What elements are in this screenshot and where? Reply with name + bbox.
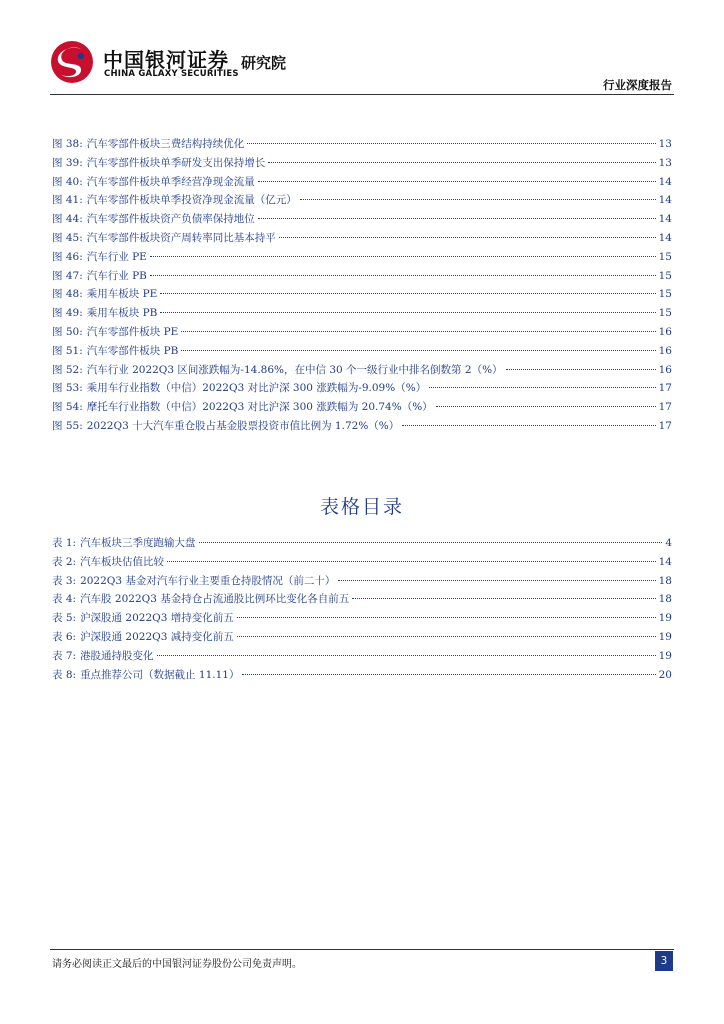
table-toc-entry[interactable] [52,667,672,686]
toc-entry-page: 16 [658,363,672,376]
toc-entry-page: 19 [658,649,672,662]
toc-entry-page: 20 [658,668,672,681]
toc-entry-page: 14 [658,555,672,568]
figure-toc-entry[interactable] [52,249,672,268]
toc-entry-page: 17 [658,382,672,395]
toc-entry-label: 图 55: [52,419,83,432]
toc-leader-dots [258,218,656,219]
figure-toc-entry[interactable] [52,174,672,193]
toc-entry-page: 14 [658,175,672,188]
toc-entry-title: 汽车零部件板块资产周转率同比基本持平 [86,231,276,244]
toc-leader-dots [352,598,655,599]
figure-toc-entry[interactable] [52,192,672,211]
toc-entry-label: 图 51: [52,344,83,357]
toc-leader-dots [268,162,655,163]
toc-entry-label: 表 5: [52,612,77,625]
toc-entry-title: 汽车板块三季度跑输大盘 [80,537,196,549]
page-header [0,0,724,100]
toc-entry-title: 汽车零部件板块资产负债率保持地位 [86,213,255,226]
table-toc-entry[interactable] [52,610,672,629]
table-toc-title: 表格目录 [319,496,404,518]
table-toc-entry[interactable] [52,554,672,573]
toc-entry-title: 沪深股通 2022Q3 减持变化前五 [80,630,234,643]
toc-entry-label: 表 6: [52,630,77,643]
table-toc-entry[interactable] [52,591,672,610]
company-name-en: CHINA GALAXY SECURITIES [104,69,239,79]
toc-leader-dots [247,143,655,144]
toc-entry-title: 重点推荐公司（数据截止 11.11） [80,668,240,681]
footer-divider [50,949,674,950]
report-type: 行业深度报告 [603,78,672,92]
toc-entry-label: 图 50: [52,325,83,338]
toc-entry-page: 15 [658,307,672,320]
toc-entry-label: 图 52: [52,363,83,376]
institute-name: 研究院 [241,54,287,72]
toc-entry-label: 图 54: [52,401,83,414]
toc-entry-label: 表 8: [52,668,77,681]
toc-entry-title: 汽车零部件板块单季研发支出保持增长 [86,156,266,169]
toc-entry-page: 19 [658,612,672,625]
figure-toc-entry[interactable] [52,211,672,230]
toc-entry-page: 19 [658,630,672,643]
toc-entry-title: 乘用车板块 PE [86,288,158,301]
figure-toc-entry[interactable] [52,418,672,437]
toc-entry-title: 乘用车行业指数（中信）2022Q3 对比沪深 300 涨跌幅为-9.09%（%） [86,382,427,395]
toc-entry-title: 汽车板块估值比较 [80,555,165,568]
toc-entry-page: 4 [665,537,672,549]
toc-leader-dots [160,312,655,313]
toc-entry-label: 表 1: [52,537,77,549]
toc-leader-dots [258,181,656,182]
table-toc-entry[interactable] [52,629,672,648]
toc-entry-title: 沪深股通 2022Q3 增持变化前五 [80,612,234,625]
toc-entry-label: 图 46: [52,250,83,263]
toc-entry-label: 表 7: [52,649,77,662]
figure-toc-entry[interactable] [52,286,672,305]
toc-entry-label: 表 2: [52,555,77,568]
table-toc [52,535,672,685]
galaxy-logo-icon [50,40,94,84]
toc-entry-title: 港股通持股变化 [80,649,154,662]
toc-entry-title: 汽车零部件板块三费结构持续优化 [86,138,245,150]
toc-entry-page: 16 [658,344,672,357]
toc-entry-title: 摩托车行业指数（中信）2022Q3 对比沪深 300 涨跌幅为 20.74%（%） [86,401,433,414]
toc-entry-page: 13 [658,156,672,169]
figure-toc-entry[interactable] [52,136,672,155]
toc-entry-page: 14 [658,231,672,244]
toc-entry-page: 16 [658,325,672,338]
figure-toc-entry[interactable] [52,305,672,324]
toc-entry-page: 13 [658,138,672,150]
toc-leader-dots [150,275,656,276]
figure-toc-entry[interactable] [52,399,672,418]
figure-toc-entry[interactable] [52,155,672,174]
toc-leader-dots [167,561,656,562]
toc-leader-dots [436,406,656,407]
toc-entry-label: 图 38: [52,138,83,150]
footer-disclaimer: 请务必阅读正文最后的中国银河证券股份公司免责声明。 [52,959,302,970]
toc-entry-page: 15 [658,288,672,301]
toc-entry-title: 乘用车板块 PB [86,307,158,320]
toc-leader-dots [402,425,655,426]
toc-leader-dots [279,237,656,238]
toc-entry-page: 15 [658,250,672,263]
toc-entry-page: 14 [658,213,672,226]
toc-leader-dots [242,674,655,675]
toc-leader-dots [237,617,656,618]
toc-entry-label: 图 53: [52,382,83,395]
toc-leader-dots [429,387,655,388]
toc-leader-dots [237,636,656,637]
toc-leader-dots [160,293,655,294]
toc-entry-title: 汽车行业 PB [86,269,147,282]
toc-entry-label: 图 40: [52,175,83,188]
figure-toc-entry[interactable] [52,343,672,362]
toc-entry-page: 17 [658,419,672,432]
toc-leader-dots [181,350,655,351]
toc-entry-label: 图 48: [52,288,83,301]
toc-leader-dots [300,199,656,200]
toc-entry-label: 图 45: [52,231,83,244]
toc-leader-dots [199,542,663,543]
toc-entry-title: 汽车行业 2022Q3 区间涨跌幅为-14.86%，在中信 30 个一级行业中排名倒数第 2（%） [86,363,503,376]
page-number: 3 [655,951,673,971]
figure-toc [52,136,672,437]
toc-leader-dots [338,580,655,581]
toc-entry-page: 14 [658,194,672,207]
table-toc-entry[interactable] [52,535,672,554]
toc-entry-label: 图 39: [52,156,83,169]
toc-leader-dots [150,256,656,257]
table-toc-entry[interactable] [52,573,672,592]
toc-leader-dots [506,369,656,370]
company-name-cn: 中国银河证券 [103,48,229,72]
toc-leader-dots [181,331,655,332]
toc-entry-title: 汽车行业 PE [86,250,147,263]
toc-entry-label: 图 49: [52,307,83,320]
toc-entry-label: 图 44: [52,213,83,226]
toc-entry-title: 汽车零部件板块 PB [86,344,179,357]
figure-toc-entry[interactable] [52,324,672,343]
toc-leader-dots [157,655,656,656]
header-divider [50,94,674,95]
figure-toc-entry[interactable] [52,268,672,287]
toc-entry-label: 表 3: [52,574,77,587]
toc-entry-title: 汽车股 2022Q3 基金持仓占流通股比例环比变化各自前五 [80,593,350,606]
toc-entry-label: 图 41: [52,194,83,207]
figure-toc-entry[interactable] [52,230,672,249]
toc-entry-title: 汽车零部件板块 PE [86,325,179,338]
toc-entry-page: 17 [658,401,672,414]
toc-entry-title: 汽车零部件板块单季投资净现金流量（亿元） [86,194,297,207]
toc-entry-title: 汽车零部件板块单季经营净现金流量 [86,175,255,188]
toc-entry-page: 15 [658,269,672,282]
toc-entry-title: 2022Q3 十大汽车重仓股占基金股票投资市值比例为 1.72%（%） [86,419,400,432]
toc-entry-label: 图 47: [52,269,83,282]
toc-entry-page: 18 [658,593,672,606]
figure-toc-entry[interactable] [52,362,672,381]
toc-entry-title: 2022Q3 基金对汽车行业主要重仓持股情况（前二十） [80,574,336,587]
toc-entry-page: 18 [658,574,672,587]
table-toc-entry[interactable] [52,648,672,667]
toc-entry-label: 表 4: [52,593,77,606]
figure-toc-entry[interactable] [52,380,672,399]
